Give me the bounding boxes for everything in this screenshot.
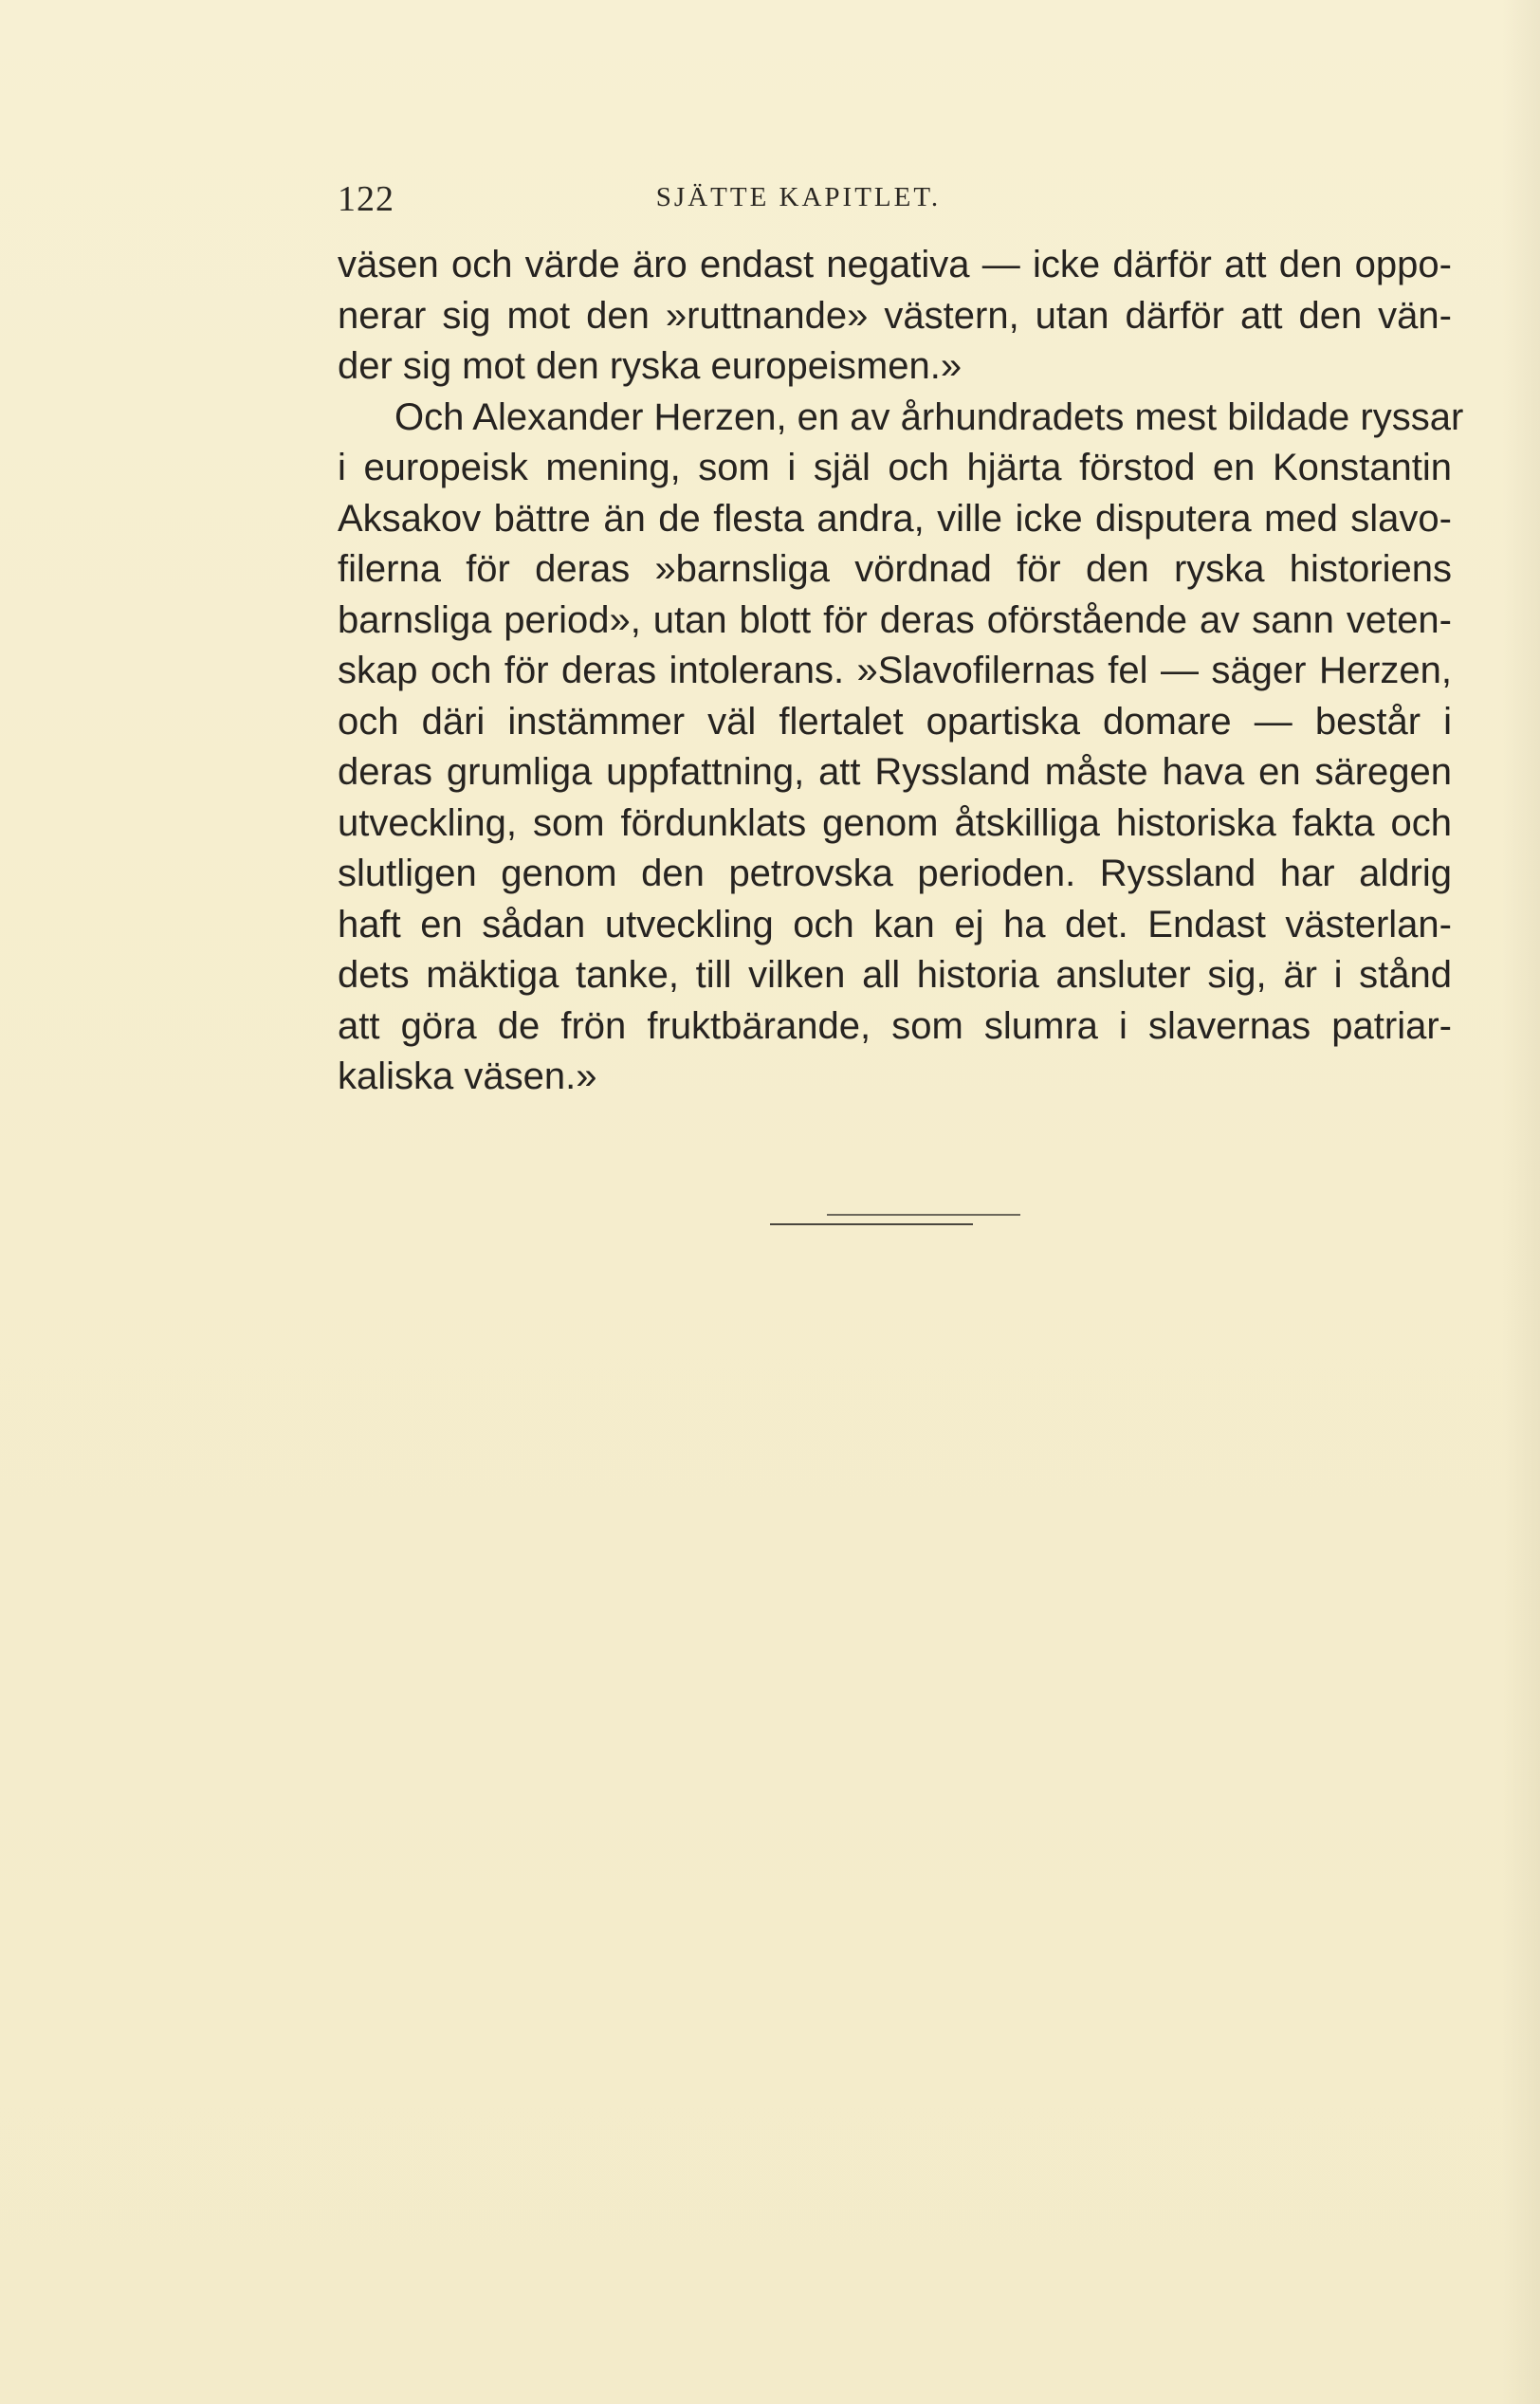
text-line: slutligen genom den petrovska perioden. Ryssland har aldrig [338, 853, 1452, 894]
text-line: i europeisk mening, som i själ och hjärta förstod en Konstantin [338, 447, 1452, 488]
text-line: skap och för deras intolerans. »Slavofilernas fel — säger Herzen, [338, 650, 1452, 691]
text-line: deras grumliga uppfattning, att Ryssland måste hava en säregen [338, 751, 1452, 793]
text-line: kaliska väsen.» [338, 1055, 597, 1097]
body-text [338, 240, 1464, 1103]
text-line: nerar sig mot den »ruttnande» västern, utan därför att den vän- [338, 294, 1452, 337]
text-line: der sig mot den ryska europeismen.» [338, 345, 962, 387]
text-line: Aksakov bättre än de flesta andra, ville icke disputera med slavo- [338, 497, 1452, 540]
text-line: väsen och värde äro endast negativa — icke därför att den oppo- [338, 244, 1452, 285]
page-number: 122 [338, 179, 394, 219]
text-line: dets mäktiga tanke, till vilken all historia ansluter sig, är i stånd [338, 954, 1452, 996]
text-line: att göra de frön fruktbärande, som slumra i slavernas patriar- [338, 1004, 1452, 1047]
text-line: filerna för deras »barnsliga vördnad för den ryska historiens [338, 548, 1452, 590]
section-divider-lower [770, 1223, 973, 1225]
text-line: haft en sådan utveckling och kan ej ha det. Endast västerlan- [338, 903, 1452, 945]
text-line: och däri instämmer väl flertalet opartiska domare — består i [338, 700, 1452, 743]
text-line: Och Alexander Herzen, en av århundradets mest bildade ryssar [394, 395, 1464, 438]
text-line: barnsliga period», utan blott för deras oförstående av sann veten- [338, 598, 1452, 641]
running-head: SJÄTTE KAPITLET. [655, 182, 942, 212]
page-edge-shadow [1502, 0, 1540, 2404]
text-line: utveckling, som fördunklats genom åtskilliga historiska fakta och [338, 801, 1452, 844]
section-divider-upper [827, 1214, 1020, 1216]
